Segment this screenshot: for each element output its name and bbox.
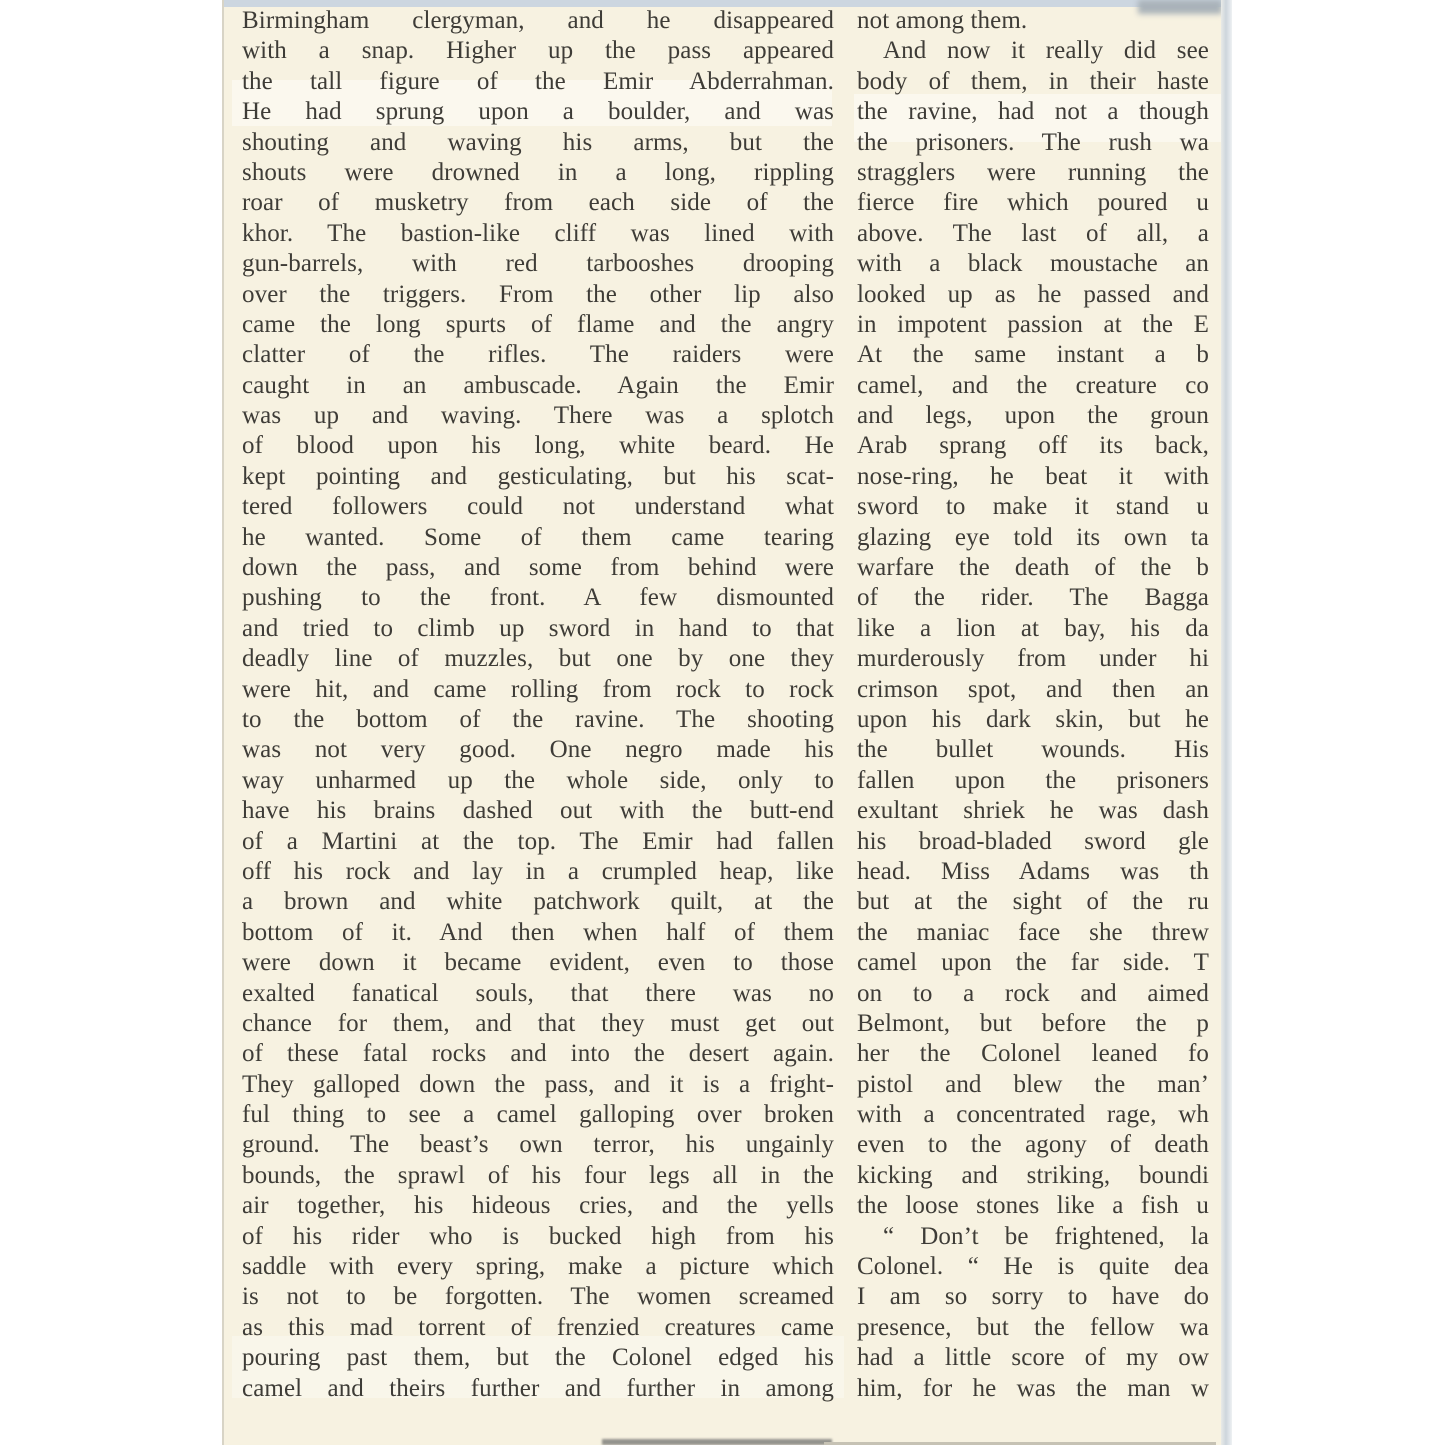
- text-line: murderously from under hi: [857, 645, 1209, 673]
- text-line: off his rock and lay in a crumpled heap, like: [242, 857, 834, 885]
- text-line: of blood upon his long, white beard. He: [242, 432, 834, 460]
- text-line: tered followers could not understand what: [242, 493, 834, 521]
- text-line: glazing eye told its own ta: [857, 523, 1209, 551]
- text-line: her the Colonel leaned fo: [857, 1040, 1209, 1068]
- text-line: upon his dark skin, but he: [857, 705, 1209, 733]
- text-line: of the rider. The Bagga: [857, 584, 1209, 612]
- text-line: had a little score of my ow: [857, 1344, 1209, 1372]
- text-line: a brown and white patchwork quilt, at the: [242, 888, 834, 916]
- text-line: of these fatal rocks and into the desert again.: [242, 1040, 834, 1068]
- text-line: of his rider who is bucked high from his: [242, 1222, 834, 1250]
- text-line: nose-ring, he beat it with: [857, 462, 1209, 490]
- text-line: down the pass, and some from behind were: [242, 554, 834, 582]
- text-line: bottom of it. And then when half of them: [242, 918, 834, 946]
- text-line: and legs, upon the groun: [857, 402, 1209, 430]
- text-line: kept pointing and gesticulating, but his scat-: [242, 462, 834, 490]
- text-line: of a Martini at the top. The Emir had fallen: [242, 827, 834, 855]
- text-line: above. The last of all, a: [857, 219, 1209, 247]
- text-line: caught in an ambuscade. Again the Emir: [242, 371, 834, 399]
- text-line: pistol and blew the man’: [857, 1070, 1209, 1098]
- text-line: kicking and striking, boundi: [857, 1161, 1209, 1189]
- text-line: khor. The bastion-like cliff was lined with: [242, 219, 834, 247]
- scanned-book-page: [222, 0, 1232, 1445]
- text-line: on to a rock and aimed: [857, 979, 1209, 1007]
- text-line: camel and theirs further and further in among: [242, 1374, 834, 1402]
- text-line: his broad-bladed sword gle: [857, 827, 1209, 855]
- text-line: looked up as he passed and: [857, 280, 1209, 308]
- page-right-edge-shadow: [1221, 0, 1232, 1445]
- text-line: he wanted. Some of them came tearing: [242, 523, 834, 551]
- text-line: stragglers were running the: [857, 158, 1209, 186]
- text-line: came the long spurts of flame and the angry: [242, 310, 834, 338]
- text-line: way unharmed up the whole side, only to: [242, 766, 834, 794]
- text-line: camel, and the creature co: [857, 371, 1209, 399]
- text-line: air together, his hideous cries, and the yells: [242, 1192, 834, 1220]
- text-line: bounds, the sprawl of his four legs all in the: [242, 1161, 834, 1189]
- text-line: camel upon the far side. T: [857, 949, 1209, 977]
- text-line: as this mad torrent of frenzied creatures came: [242, 1313, 834, 1341]
- text-line: the loose stones like a fish u: [857, 1192, 1209, 1220]
- text-line: chance for them, and that they must get out: [242, 1009, 834, 1037]
- text-line: have his brains dashed out with the butt-end: [242, 797, 834, 825]
- text-line: clatter of the rifles. The raiders were: [242, 341, 834, 369]
- text-line: head. Miss Adams was th: [857, 857, 1209, 885]
- text-line: body of them, in their haste: [857, 67, 1209, 95]
- text-line: presence, but the fellow wa: [857, 1313, 1209, 1341]
- text-line: were down it became evident, even to those: [242, 949, 834, 977]
- text-line: with a black moustache an: [857, 250, 1209, 278]
- text-line: saddle with every spring, make a picture which: [242, 1253, 834, 1281]
- text-line: shouting and waving his arms, but the: [242, 128, 834, 156]
- text-line: Arab sprang off its back,: [857, 432, 1209, 460]
- scan-bottom-artifact: [602, 1439, 832, 1445]
- text-line: but at the sight of the ru: [857, 888, 1209, 916]
- text-line: was not very good. One negro made his: [242, 736, 834, 764]
- text-line: shouts were drowned in a long, rippling: [242, 158, 834, 186]
- text-line: gun-barrels, with red tarbooshes drooping: [242, 250, 834, 278]
- text-line: Birmingham clergyman, and he disappeared: [242, 7, 834, 34]
- text-line: even to the agony of death: [857, 1131, 1209, 1159]
- text-line: the tall figure of the Emir Abderrahman.: [242, 67, 834, 95]
- text-line: Belmont, but before the p: [857, 1009, 1209, 1037]
- text-line: the ravine, had not a though: [857, 98, 1209, 126]
- text-line: And now it really did see: [883, 37, 1209, 65]
- text-line: to the bottom of the ravine. The shooting: [242, 705, 834, 733]
- text-line: sword to make it stand u: [857, 493, 1209, 521]
- text-line: him, for he was the man w: [857, 1374, 1209, 1402]
- text-line: and tried to climb up sword in hand to that: [242, 614, 834, 642]
- text-line: over the triggers. From the other lip also: [242, 280, 834, 308]
- text-line: in impotent passion at the E: [857, 310, 1209, 338]
- text-line: warfare the death of the b: [857, 554, 1209, 582]
- text-line: “ Don’t be frightened, la: [883, 1222, 1209, 1250]
- text-line: deadly line of muzzles, but one by one they: [242, 645, 834, 673]
- right-text-column: [857, 6, 1209, 1404]
- text-line: the bullet wounds. His: [857, 736, 1209, 764]
- text-line: with a concentrated rage, wh: [857, 1101, 1209, 1129]
- text-line: crimson spot, and then an: [857, 675, 1209, 703]
- text-line: They galloped down the pass, and it is a fright-: [242, 1070, 834, 1098]
- text-line: is not to be forgotten. The women screamed: [242, 1283, 834, 1311]
- text-line: pushing to the front. A few dismounted: [242, 584, 834, 612]
- text-line: ground. The beast’s own terror, his ungainly: [242, 1131, 834, 1159]
- text-line: exultant shriek he was dash: [857, 797, 1209, 825]
- text-line: with a snap. Higher up the pass appeared: [242, 37, 834, 65]
- text-line: ful thing to see a camel galloping over broken: [242, 1101, 834, 1129]
- text-line: fierce fire which poured u: [857, 189, 1209, 217]
- text-line: the maniac face she threw: [857, 918, 1209, 946]
- text-line: fallen upon the prisoners: [857, 766, 1209, 794]
- text-line: I am so sorry to have do: [857, 1283, 1209, 1311]
- text-line: the prisoners. The rush wa: [857, 128, 1209, 156]
- text-line: was up and waving. There was a splotch: [242, 402, 834, 430]
- text-line: Colonel. “ He is quite dea: [857, 1253, 1209, 1281]
- text-line: like a lion at bay, his da: [857, 614, 1209, 642]
- text-line: At the same instant a b: [857, 341, 1209, 369]
- text-line: exalted fanatical souls, that there was no: [242, 979, 834, 1007]
- text-line: roar of musketry from each side of the: [242, 189, 834, 217]
- text-line: He had sprung upon a boulder, and was: [242, 98, 834, 126]
- text-line: were hit, and came rolling from rock to rock: [242, 675, 834, 703]
- text-line: pouring past them, but the Colonel edged his: [242, 1344, 834, 1372]
- text-line: not among them.: [857, 7, 1028, 34]
- left-text-column: [242, 6, 834, 1404]
